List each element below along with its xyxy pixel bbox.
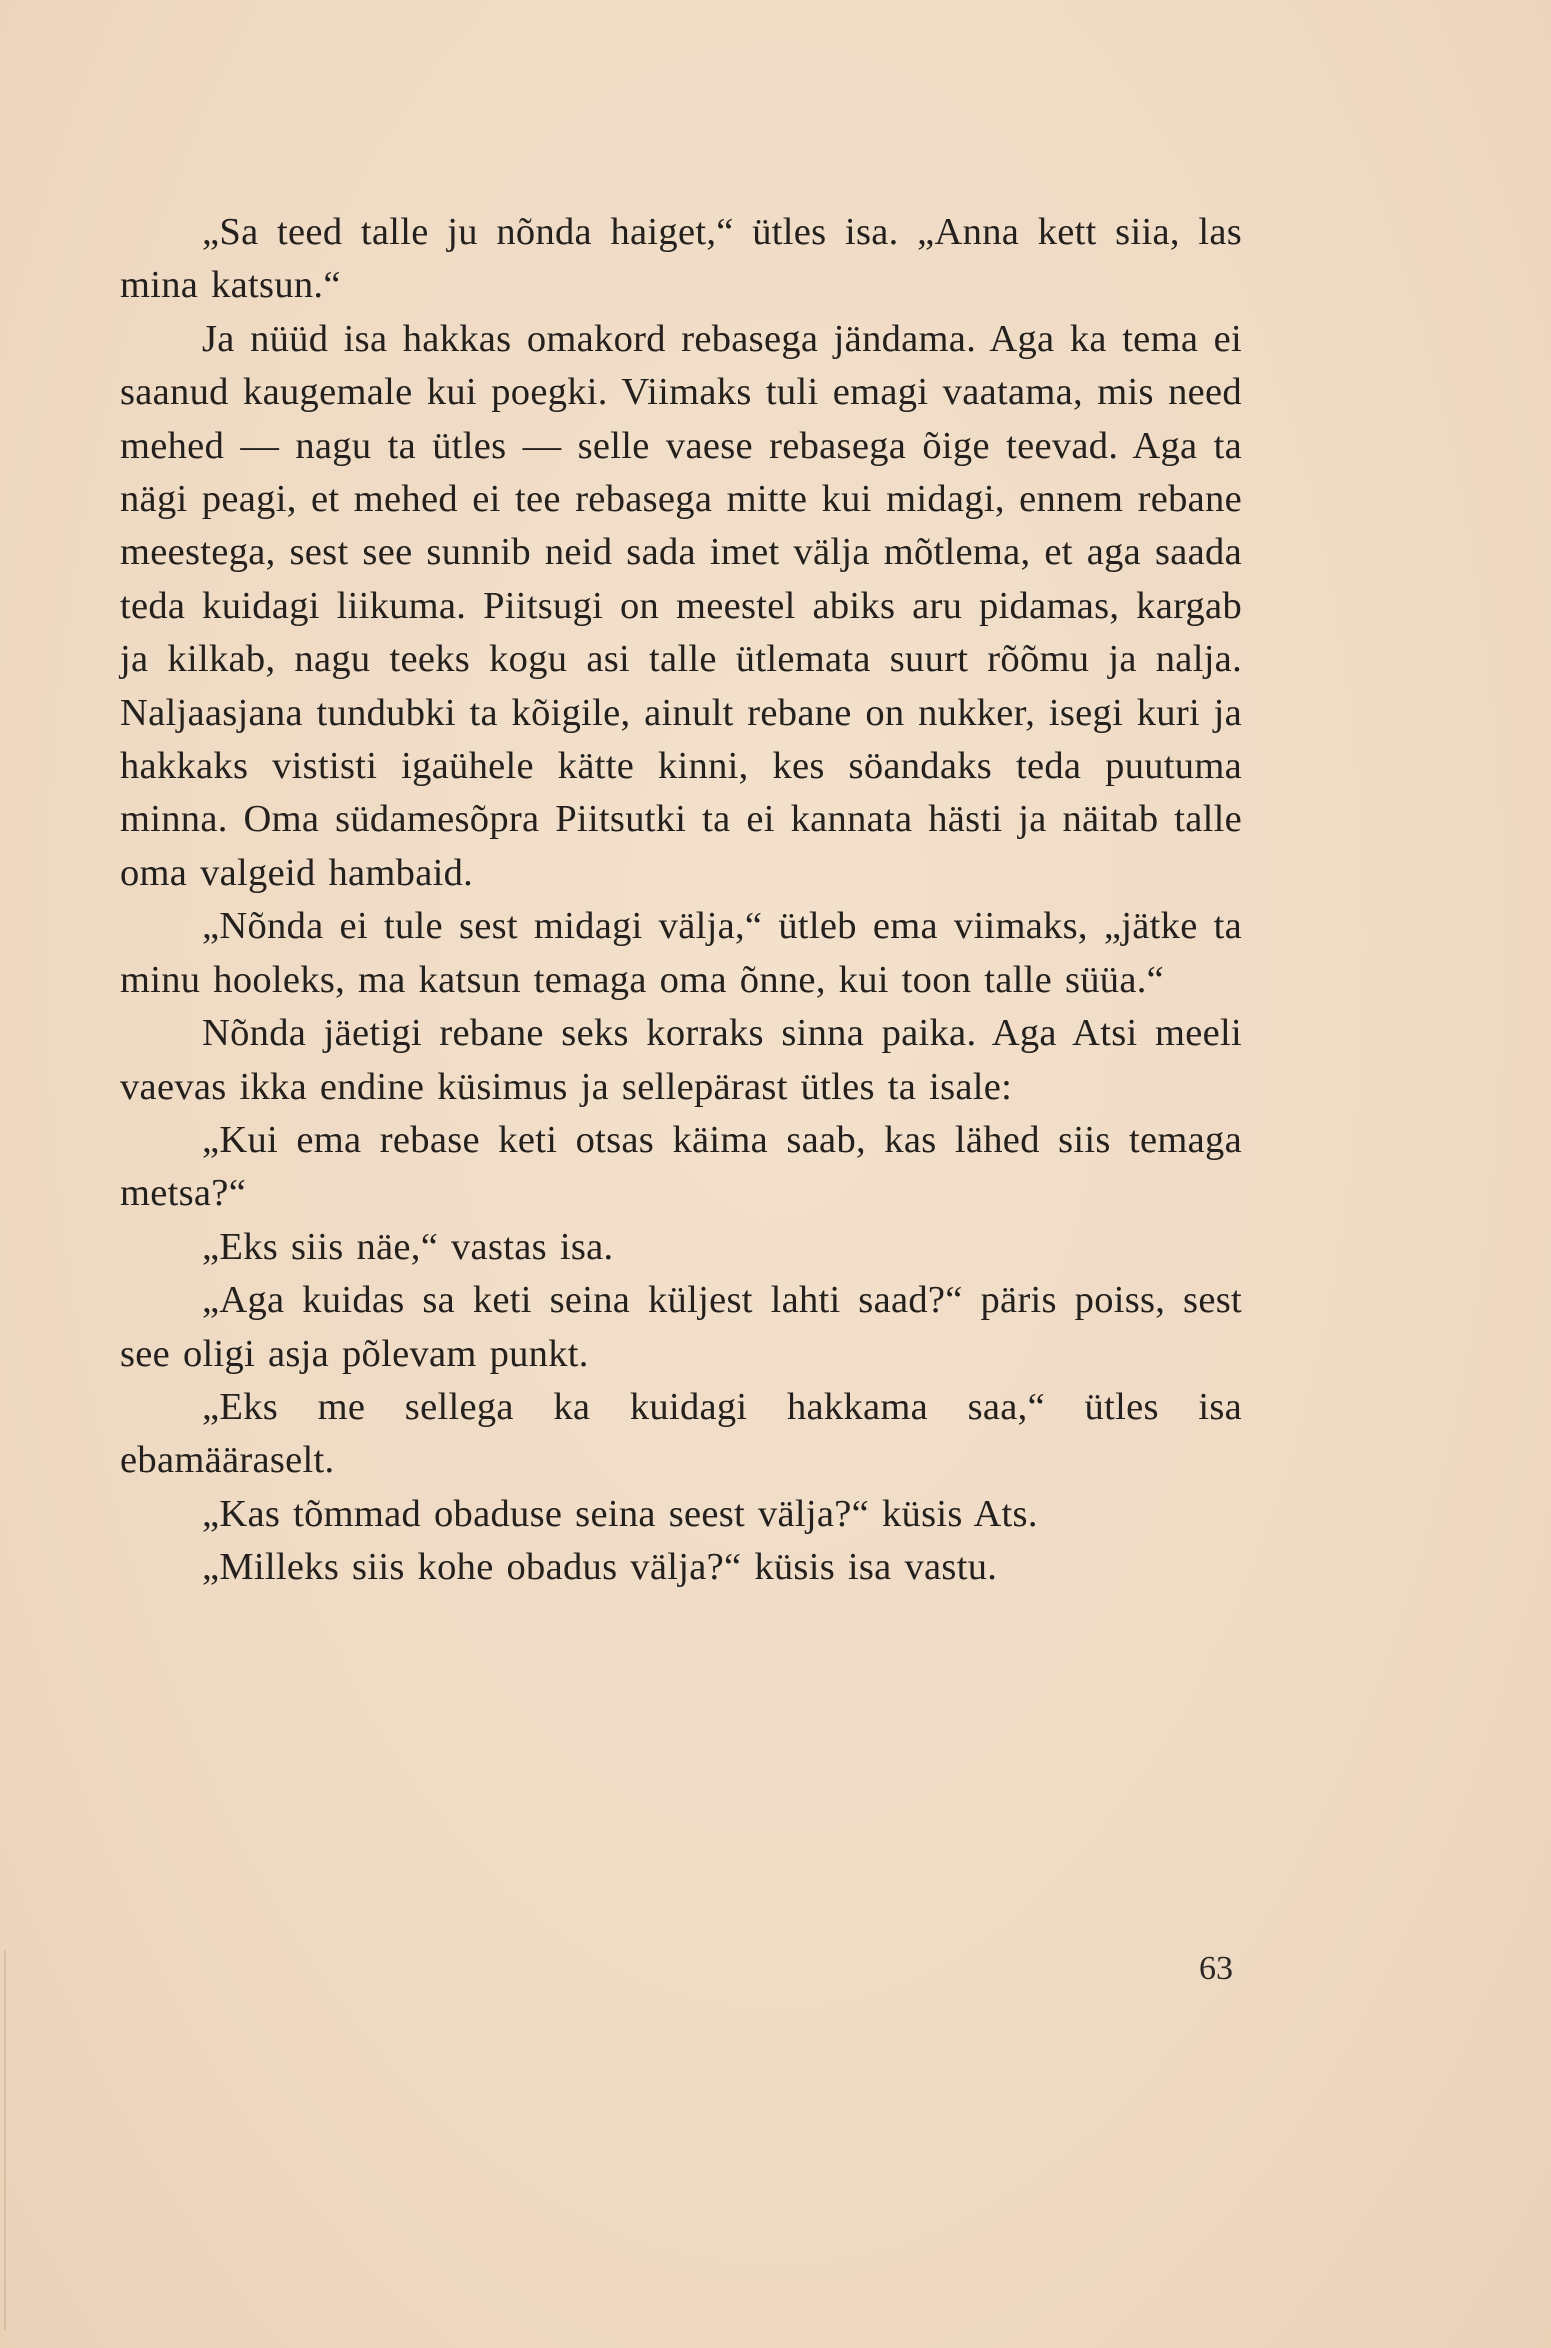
paragraph-6: „Eks siis näe,“ vastas isa.: [202, 1225, 614, 1268]
page-edge-shadow: [4, 1950, 6, 2330]
paragraph-2: Ja nüüd isa hakkas omakord rebasega jändama. Aga ka tema ei saanud kaugemale kui poegki. Viimaks tuli emagi vaatama, mis need mehed — nagu ta ütles — selle vaese rebasega õige teevad. Aga ta nägi peagi, et mehed ei tee rebasega mitte kui midagi, ennem rebane meestega, sest see sunnib neid sada imet välja mõtlema, et aga saada teda kuidagi liikuma. Piitsugi on meestel abiks aru pidamas, kargab ja kilkab, nagu teeks kogu asi talle ütlemata suurt rõõmu ja nalja. Naljaasjana tundubki ta kõigile, ainult rebane on nukker, isegi kuri ja hakkaks vististi igaühele kätte kinni, kes söandaks teda puutuma minna. Oma südamesõpra Piitsutki ta ei kannata hästi ja näitab talle oma valgeid hambaid.: [120, 317, 1242, 894]
page-number: 63: [1199, 1950, 1233, 1987]
paragraph-8: „Eks me sellega ka kuidagi hakkama saa,“ ütles isa ebamääraselt.: [120, 1385, 1242, 1482]
paragraph-9: „Kas tõmmad obaduse seina seest välja?“ küsis Ats.: [202, 1492, 1038, 1535]
body-text: [120, 206, 1242, 1595]
paragraph-3: „Nõnda ei tule sest midagi välja,“ ütleb ema viimaks, „jätke ta minu hooleks, ma katsun temaga oma õnne, kui toon talle süüa.“: [120, 905, 1242, 1001]
paragraph-10: „Milleks siis kohe obadus välja?“ küsis isa vastu.: [202, 1546, 998, 1589]
paragraph-5: „Kui ema rebase keti otsas käima saab, kas lähed siis temaga metsa?“: [120, 1118, 1242, 1215]
paragraph-7: „Aga kuidas sa keti seina küljest lahti saad?“ päris poiss, sest see oligi asja põlevam punkt.: [120, 1279, 1242, 1375]
paragraph-4: Nõnda jäetigi rebane seks korraks sinna paika. Aga Atsi meeli vaevas ikka endine küsimus ja sellepärast ütles ta isale:: [120, 1012, 1242, 1108]
paragraph-1: „Sa teed talle ju nõnda haiget,“ ütles isa. „Anna kett siia, las mina katsun.“: [120, 211, 1242, 307]
